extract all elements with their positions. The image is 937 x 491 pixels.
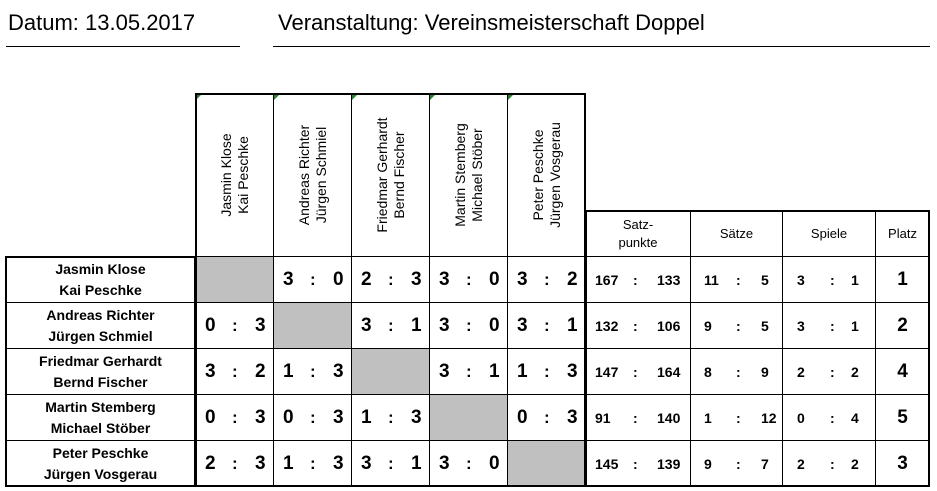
score-separator: : — [736, 409, 741, 426]
score-away: 1 — [411, 314, 422, 336]
place-cell: 5 — [875, 394, 930, 441]
spiele-won: 0 — [797, 409, 805, 426]
score-separator: : — [633, 271, 638, 288]
team-name-line-1: Jasmin Klose — [55, 260, 146, 277]
score-separator: : — [544, 315, 550, 335]
team-name-line-1: Jasmin Klose — [217, 133, 234, 217]
team-name-line-1: Andreas Richter — [46, 306, 155, 323]
score-separator: : — [830, 363, 835, 380]
score-away: 3 — [255, 314, 266, 336]
score-separator: : — [633, 317, 638, 334]
score-separator: : — [388, 407, 394, 427]
score-separator: : — [232, 453, 238, 473]
name-column-frame — [5, 256, 196, 487]
score-separator: : — [633, 455, 638, 472]
score-away: 3 — [255, 406, 266, 428]
score-separator: : — [736, 271, 741, 288]
satzpunkte-lost: 133 — [657, 271, 681, 288]
spiele-lost: 1 — [851, 317, 859, 334]
saetze-lost: 5 — [761, 271, 769, 288]
score-away: 0 — [489, 452, 500, 474]
score-away: 3 — [411, 268, 422, 290]
team-name-line-2: Kai Peschke — [234, 136, 251, 214]
score-home: 2 — [205, 452, 216, 474]
match-grid-frame — [195, 93, 586, 487]
team-name-line-1: Friedmar Gerhardt — [39, 352, 162, 369]
saetze-won: 11 — [704, 271, 719, 288]
score-away: 0 — [489, 268, 500, 290]
score-home: 0 — [283, 406, 294, 428]
spiele-won: 2 — [797, 363, 805, 380]
score-separator: : — [310, 453, 316, 473]
team-name-line-1: Peter Peschke — [529, 129, 546, 221]
saetze-lost: 9 — [761, 363, 769, 380]
score-away: 3 — [567, 406, 578, 428]
score-home: 3 — [439, 360, 450, 382]
score-home: 3 — [283, 268, 294, 290]
saetze-won: 1 — [704, 409, 712, 426]
score-separator: : — [544, 407, 550, 427]
score-separator: : — [830, 455, 835, 472]
place-cell: 1 — [875, 256, 930, 303]
score-home: 3 — [439, 314, 450, 336]
spiele-lost: 2 — [851, 455, 859, 472]
score-home: 1 — [283, 360, 294, 382]
team-name-line-2: Bernd Fischer — [390, 131, 407, 219]
score-away: 3 — [333, 406, 344, 428]
score-separator: : — [232, 315, 238, 335]
team-name-line-1: Martin Stemberg — [45, 398, 156, 415]
score-home: 0 — [205, 406, 216, 428]
satzpunkte-won: 91 — [595, 409, 611, 426]
score-separator: : — [232, 407, 238, 427]
score-separator: : — [736, 363, 741, 380]
score-away: 2 — [255, 360, 266, 382]
score-home: 0 — [517, 406, 528, 428]
score-separator: : — [388, 315, 394, 335]
score-separator: : — [466, 315, 472, 335]
event-label: Veranstaltung: Vereinsmeisterschaft Doppel — [278, 10, 705, 35]
team-name-line-2: Bernd Fischer — [53, 373, 148, 390]
score-separator: : — [736, 455, 741, 472]
spiele-won: 3 — [797, 271, 805, 288]
score-away: 3 — [333, 452, 344, 474]
team-name-line-1: Friedmar Gerhardt — [373, 117, 390, 233]
score-home: 3 — [205, 360, 216, 382]
score-away: 1 — [411, 452, 422, 474]
score-away: 3 — [411, 406, 422, 428]
score-home: 1 — [517, 360, 528, 382]
spiele-lost: 4 — [851, 409, 859, 426]
team-name-line-2: Michael Stöber — [468, 128, 485, 222]
score-separator: : — [830, 409, 835, 426]
score-home: 3 — [517, 268, 528, 290]
team-name-line-2: Jürgen Vosgerau — [43, 465, 158, 482]
score-home: 2 — [361, 268, 372, 290]
satzpunkte-lost: 139 — [657, 455, 681, 472]
standings-frame — [585, 210, 930, 487]
place-cell: 2 — [875, 302, 930, 349]
score-home: 3 — [439, 452, 450, 474]
score-away: 0 — [333, 268, 344, 290]
score-away: 3 — [255, 452, 266, 474]
score-away: 1 — [489, 360, 500, 382]
score-separator: : — [544, 361, 550, 381]
team-name-line-1: Peter Peschke — [52, 444, 149, 461]
score-separator: : — [633, 363, 638, 380]
spiele-won: 2 — [797, 455, 805, 472]
score-separator: : — [633, 409, 638, 426]
score-home: 1 — [283, 452, 294, 474]
score-away: 0 — [489, 314, 500, 336]
score-home: 1 — [361, 406, 372, 428]
score-separator: : — [830, 317, 835, 334]
score-home: 3 — [361, 314, 372, 336]
score-separator: : — [466, 361, 472, 381]
score-home: 3 — [517, 314, 528, 336]
column-header-saetze: Sätze — [690, 210, 783, 257]
score-separator: : — [388, 453, 394, 473]
satzpunkte-lost: 164 — [657, 363, 681, 380]
score-away: 1 — [567, 314, 578, 336]
saetze-lost: 5 — [761, 317, 769, 334]
place-cell: 3 — [875, 440, 930, 487]
score-separator: : — [466, 453, 472, 473]
satzpunkte-lost: 106 — [657, 317, 681, 334]
column-header-platz: Platz — [875, 210, 930, 257]
saetze-won: 9 — [704, 317, 712, 334]
team-name-line-2: Jürgen Schmiel — [312, 126, 329, 224]
score-away: 3 — [567, 360, 578, 382]
team-name-line-2: Michael Stöber — [50, 419, 151, 436]
score-away: 3 — [333, 360, 344, 382]
score-separator: : — [388, 269, 394, 289]
score-separator: : — [310, 407, 316, 427]
score-home: 0 — [205, 314, 216, 336]
score-separator: : — [232, 361, 238, 381]
score-home: 3 — [361, 452, 372, 474]
score-separator: : — [466, 269, 472, 289]
saetze-lost: 7 — [761, 455, 769, 472]
team-name-line-1: Andreas Richter — [295, 124, 312, 226]
team-name-line-2: Jürgen Schmiel — [48, 327, 153, 344]
team-name-line-2: Kai Peschke — [59, 281, 142, 298]
score-separator: : — [544, 269, 550, 289]
score-separator: : — [310, 269, 316, 289]
column-header-spiele: Spiele — [782, 210, 876, 257]
place-cell: 4 — [875, 348, 930, 395]
spiele-won: 3 — [797, 317, 805, 334]
satzpunkte-won: 147 — [595, 363, 619, 380]
score-home: 3 — [439, 268, 450, 290]
spiele-lost: 2 — [851, 363, 859, 380]
score-separator: : — [736, 317, 741, 334]
column-header-satzpunkte: Satz- punkte — [585, 210, 691, 257]
score-away: 2 — [567, 268, 578, 290]
score-separator: : — [310, 361, 316, 381]
saetze-won: 9 — [704, 455, 712, 472]
saetze-won: 8 — [704, 363, 712, 380]
satzpunkte-won: 145 — [595, 455, 619, 472]
satzpunkte-won: 167 — [595, 271, 619, 288]
satzpunkte-won: 132 — [595, 317, 619, 334]
satzpunkte-lost: 140 — [657, 409, 681, 426]
score-separator: : — [830, 271, 835, 288]
team-name-line-1: Martin Stemberg — [451, 123, 468, 227]
date-label: Datum: 13.05.2017 — [8, 10, 196, 35]
saetze-lost: 12 — [761, 409, 777, 426]
spiele-lost: 1 — [851, 271, 859, 288]
team-name-line-2: Jürgen Vosgerau — [546, 122, 563, 228]
